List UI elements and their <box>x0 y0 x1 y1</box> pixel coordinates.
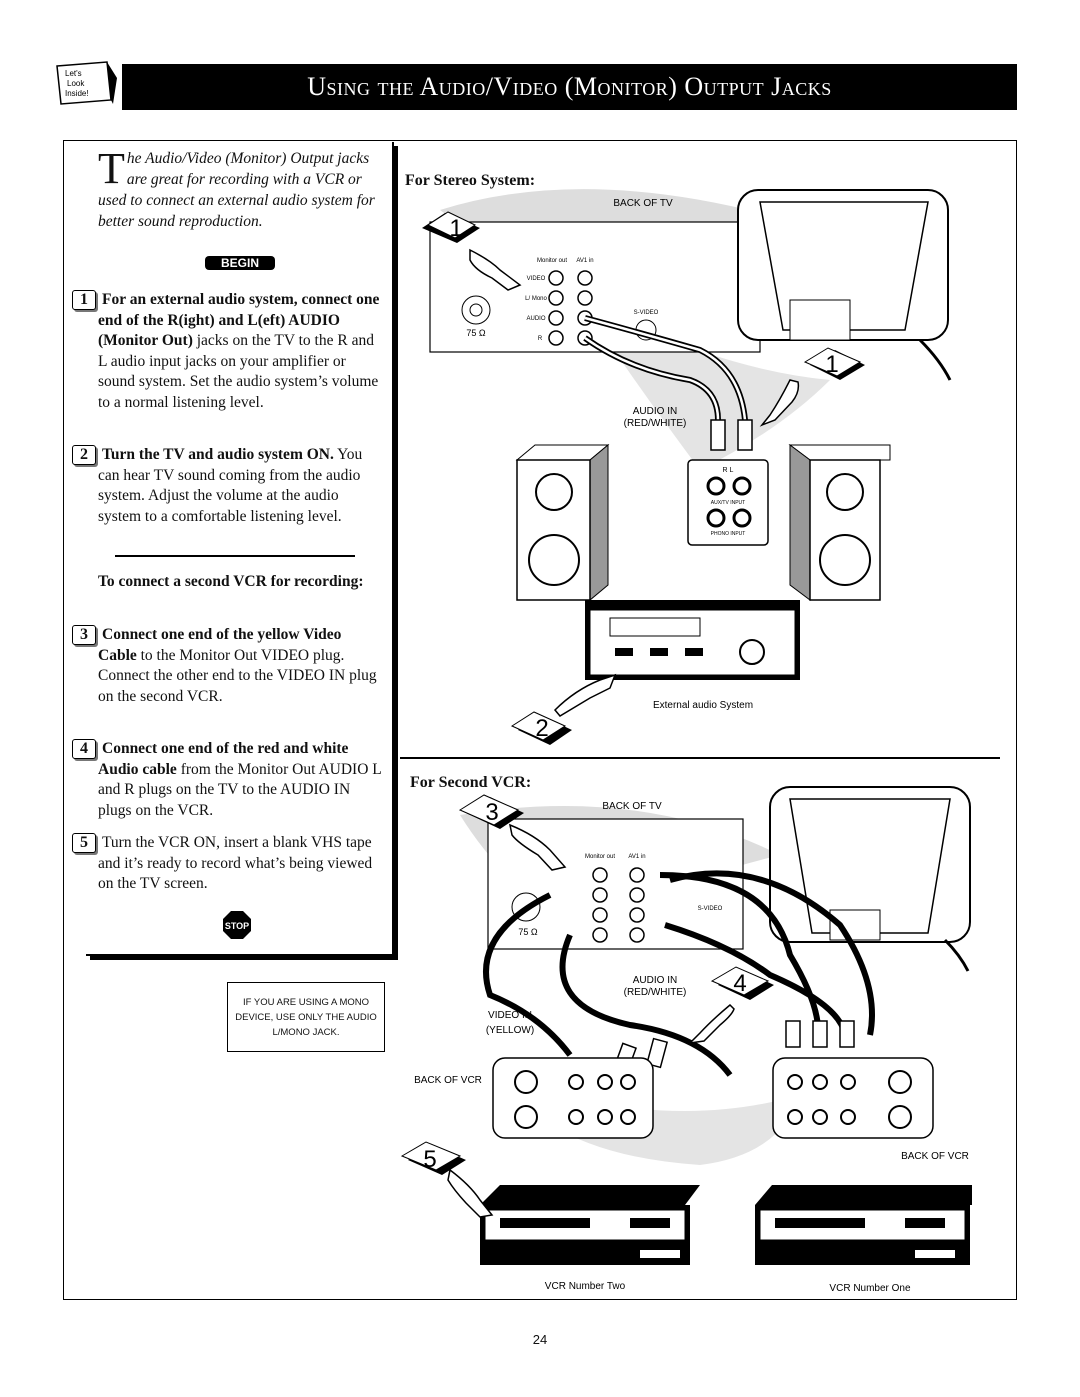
plug <box>738 420 752 450</box>
l-mono-label: L/ Mono <box>525 296 547 302</box>
vcr-diagram <box>400 775 1015 1297</box>
begin-badge: BEGIN <box>205 256 275 270</box>
step-text: Turn the VCR ON, insert a blank VHS tape and it’s ready to record what’s being viewed on the TV screen. <box>98 834 373 892</box>
vcr-heading: For Second VCR: <box>410 774 532 791</box>
vcr-number-two <box>480 1185 700 1265</box>
red-white-label: (RED/WHITE) <box>623 418 687 429</box>
vcr-one-back-panel <box>773 1058 933 1138</box>
mono-device-note: IF YOU ARE USING A MONO DEVICE, USE ONLY THE AUDIO L/MONO JACK. <box>227 982 385 1052</box>
s-video-label: S-VIDEO <box>633 310 659 316</box>
ohm-label: 75 Ω <box>466 328 486 338</box>
svg-text:PHONO INPUT: PHONO INPUT <box>710 531 746 537</box>
second-vcr-heading: To connect a second VCR for recording: <box>98 573 364 590</box>
back-of-tv-label: BACK OF TV <box>602 801 662 812</box>
step-5 <box>80 833 383 895</box>
svg-text:4: 4 <box>733 970 747 997</box>
pointing-hand-icon <box>555 675 615 716</box>
svg-text:Inside!: Inside! <box>65 89 89 98</box>
step-number: 3 <box>72 625 96 645</box>
monitor-out-label: Monitor out <box>536 258 568 264</box>
step-bold: Turn the TV and audio system ON. <box>102 446 334 463</box>
svg-text:AUX/TV INPUT: AUX/TV INPUT <box>710 500 746 506</box>
step-bold: Connect one end of the yellow Video Cable <box>98 626 342 664</box>
vcr-one-label: VCR Number One <box>829 1283 911 1294</box>
back-of-vcr-label: BACK OF VCR <box>414 1075 482 1086</box>
pointing-hand-icon <box>448 1170 492 1217</box>
page-number: 24 <box>532 1332 548 1347</box>
svg-text:S-VIDEO: S-VIDEO <box>697 906 723 912</box>
svg-text:R L: R L <box>722 467 734 474</box>
svg-text:1: 1 <box>825 351 839 378</box>
intro-text: he Audio/Video (Monitor) Output jacks are great for recording with a VCR or used to connect an external audio system for better sound reproduction. <box>98 150 375 230</box>
pointing-hand-icon <box>690 1005 734 1043</box>
step-number: 1 <box>72 290 96 310</box>
step-2 <box>80 445 383 527</box>
step-4 <box>80 739 383 821</box>
r-label: R <box>537 336 543 342</box>
vcr-two-label: VCR Number Two <box>544 1281 626 1292</box>
vcr-two-back-panel <box>493 1058 653 1138</box>
step-3 <box>80 625 383 707</box>
stereo-diagram <box>400 170 1015 760</box>
svg-text:3: 3 <box>485 799 499 826</box>
back-of-tv-label: BACK OF TV <box>613 198 673 209</box>
svg-text:VIDEO IN: VIDEO IN <box>488 1010 532 1021</box>
intro-paragraph <box>98 144 383 232</box>
back-of-vcr-label: BACK OF VCR <box>901 1151 969 1162</box>
lets-look-inside-logo <box>55 60 121 108</box>
external-audio-receiver <box>585 600 800 680</box>
external-audio-label: External audio System <box>652 700 754 711</box>
step-text: jacks on the TV to the R and L audio input jacks on your amplifier or sound system. Set the audio system’s volume to a normal listening level. <box>98 332 379 411</box>
step-bold: For an external audio system, connect one end of the R(ight) and L(eft) AUDIO (Monitor Out) <box>98 291 380 349</box>
stereo-heading: For Stereo System: <box>405 172 536 189</box>
video-label: VIDEO <box>526 276 546 282</box>
intro-dropcap: T <box>98 144 125 193</box>
svg-text:Let's: Let's <box>65 69 82 78</box>
step-number: 2 <box>72 445 96 465</box>
svg-text:Look: Look <box>67 79 85 88</box>
audio-in-label: AUDIO IN <box>632 406 678 417</box>
svg-text:75 Ω: 75 Ω <box>518 927 538 937</box>
step-bold: Connect one end of the red and white Audio cable <box>98 740 349 778</box>
step-text: to the Monitor Out VIDEO plug. Connect the other end to the VIDEO IN plug on the second VCR. <box>98 646 377 705</box>
divider <box>115 555 355 557</box>
svg-text:5: 5 <box>423 1146 437 1173</box>
power-cord <box>920 340 950 380</box>
svg-text:1: 1 <box>449 215 463 242</box>
svg-text:(RED/WHITE): (RED/WHITE) <box>623 987 687 998</box>
step-number: 5 <box>72 833 96 853</box>
callout-2 <box>512 712 572 745</box>
stop-sign-icon <box>222 910 252 940</box>
plug <box>711 420 725 450</box>
callout-1-right <box>805 348 865 380</box>
left-speaker <box>517 445 608 600</box>
right-speaker <box>790 445 890 600</box>
step-text: You can hear TV sound coming from the audio system. Adjust the volume at the audio system to a comfortable listening level. <box>98 446 363 525</box>
av1-in-label: AV1 in <box>576 258 594 264</box>
audio-label: AUDIO <box>526 316 546 322</box>
step-number: 4 <box>72 739 96 759</box>
page-title: Using the Audio/Video (Monitor) Output Jacks <box>122 64 1017 110</box>
section-divider <box>400 757 1000 759</box>
svg-text:Monitor out: Monitor out <box>584 854 616 860</box>
step-text: from the Monitor Out AUDIO L and R plugs on the TV to the AUDIO IN plugs on the VCR. <box>98 760 382 819</box>
step-1 <box>80 290 383 413</box>
vcr-number-one <box>755 1185 972 1265</box>
callout-5 <box>402 1142 466 1175</box>
svg-text:(YELLOW): (YELLOW) <box>485 1025 535 1036</box>
svg-text:STOP: STOP <box>224 921 250 931</box>
svg-text:AUDIO IN: AUDIO IN <box>632 975 678 986</box>
svg-text:AV1 in: AV1 in <box>628 854 646 860</box>
svg-text:2: 2 <box>535 715 549 742</box>
